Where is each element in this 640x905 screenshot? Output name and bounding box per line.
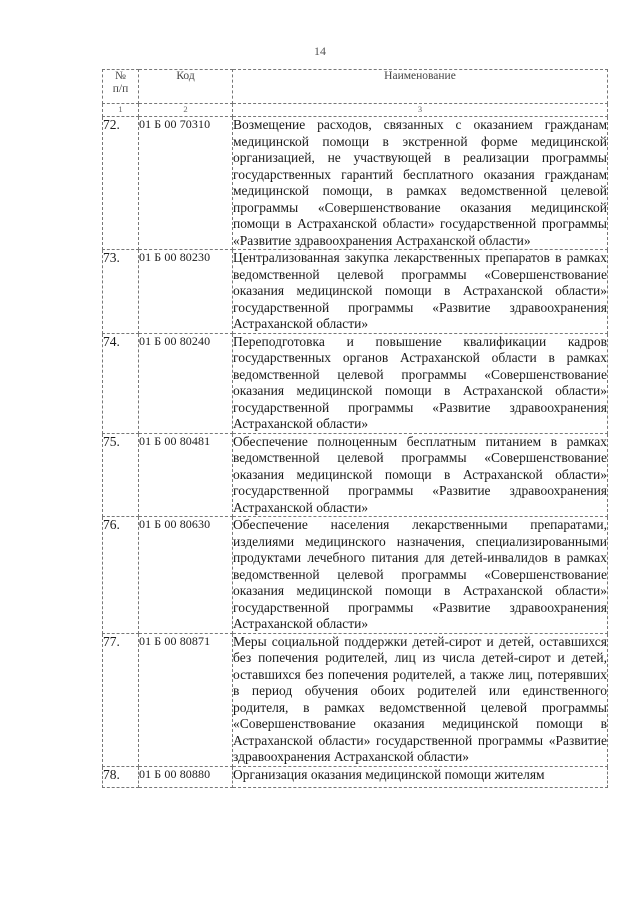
row-number: 73.: [103, 250, 139, 334]
row-number: 72.: [103, 117, 139, 250]
row-name: Возмещение расходов, связанных с оказанием гражданам медицинской помощи в экстренной форме медицинской организацией, не участвующей в реализации программы государственных гарантий бесплатного оказания гражданам медицинской помощи, в рамках ведомственной целевой программы «Совершенствование оказания медицинской помощи в Астраханской области» государственной программы «Развитие здравоохранения Астраханской области»: [233, 117, 607, 248]
column-index-3: 3: [233, 104, 608, 117]
row-code: 01 Б 00 80630: [139, 517, 233, 634]
header-code: Код: [139, 70, 233, 104]
row-number: 76.: [103, 517, 139, 634]
row-name: Меры социальной поддержки детей-сирот и детей, оставшихся без попечения родителей, лиц из числа детей-сирот и детей, оставшихся без попечения родителей, а также лиц, потерявших в период обучения обоих родителей или единственного родителя, в рамках ведомственной целевой программы «Совершенствование оказания медицинской помощи в Астраханской области» государственной программы «Развитие здравоохранения Астраханской области»: [233, 633, 607, 764]
row-name: Централизованная закупка лекарственных препаратов в рамках ведомственной целевой программы «Совершенствование оказания медицинской помощи в Астраханской области» государственной программы «Развитие здравоохранения Астраханской области»: [233, 250, 607, 331]
table-row: [103, 333, 608, 433]
row-number: 77.: [103, 633, 139, 766]
header-row: [103, 70, 608, 104]
table-row: [103, 250, 608, 334]
header-number: № п/п: [103, 70, 139, 104]
row-code: 01 Б 00 80240: [139, 333, 233, 433]
budget-classification-table: [102, 69, 608, 788]
row-number: 78.: [103, 766, 139, 787]
table-row: [103, 517, 608, 634]
table-row: [103, 117, 608, 250]
row-code: 01 Б 00 80481: [139, 433, 233, 517]
column-index-1: 1: [103, 104, 139, 117]
table-row: [103, 633, 608, 766]
row-name: Переподготовка и повышение квалификации кадров государственных органов Астраханской области в рамках ведомственной целевой программы «Совершенствование оказания медицинской помощи в Астраханской области» государственной программы «Развитие здравоохранения Астраханской области»: [233, 333, 607, 431]
row-code: 01 Б 00 80880: [139, 766, 233, 787]
row-code: 01 Б 00 70310: [139, 117, 233, 250]
row-code: 01 Б 00 80871: [139, 633, 233, 766]
row-name: Обеспечение населения лекарственными препаратами, изделиями медицинского назначения, специализированными продуктами лечебного питания для детей-инвалидов в рамках ведомственной целевой программы «Совершенствование оказания медицинской помощи в Астраханской области» государственной программы «Развитие здравоохранения Астраханской области»: [233, 517, 607, 631]
row-number: 74.: [103, 333, 139, 433]
table-row: [103, 766, 608, 787]
row-code: 01 Б 00 80230: [139, 250, 233, 334]
table-row: [103, 433, 608, 517]
column-index-2: 2: [139, 104, 233, 117]
header-name: Наименование: [233, 70, 608, 104]
page-number: 14: [314, 44, 326, 58]
column-index-row: [103, 104, 608, 117]
row-name: Организация оказания медицинской помощи жителям: [233, 766, 608, 787]
row-number: 75.: [103, 433, 139, 517]
row-name: Обеспечение полноценным бесплатным питанием в рамках ведомственной целевой программы «Совершенствование оказания медицинской помощи в Астраханской области» государственной программы «Развитие здравоохранения Астраханской области»: [233, 433, 607, 515]
